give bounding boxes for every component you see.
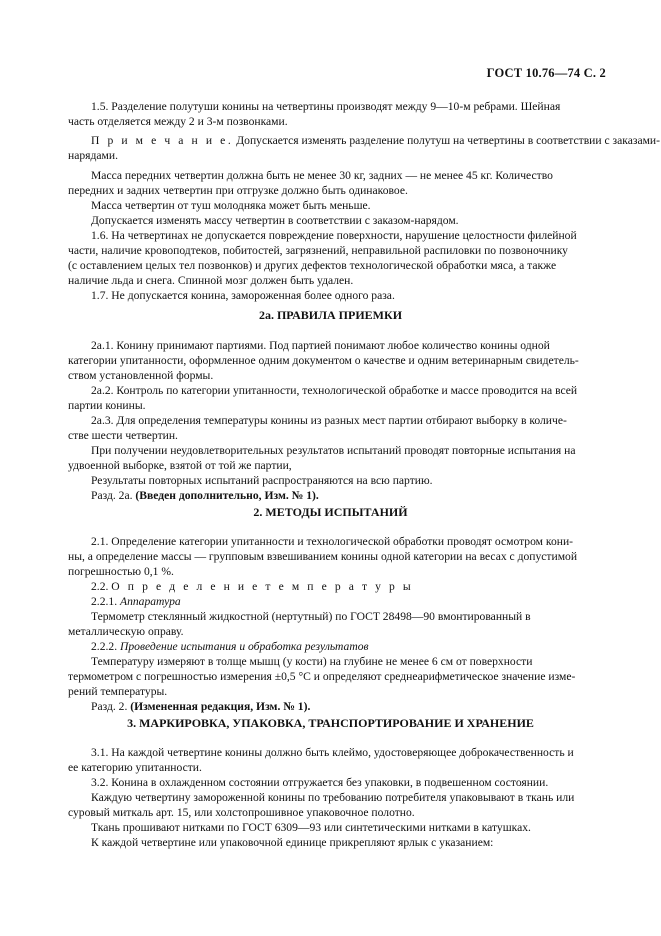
clause-number: 2.2.2. xyxy=(91,640,120,653)
text-line: 2а.2. Контроль по категории упитанности, технологической обработке и массе проводится на всей xyxy=(91,384,578,397)
text-line: часть отделяется между 2 и 3-м позвонками. xyxy=(68,115,288,128)
note-line xyxy=(91,134,660,148)
text-line: термометром с погрешностью измерения ±0,5 °С и определяют среднеарифметическое значение изме- xyxy=(68,670,576,683)
text-line: 2а.1. Конину принимают партиями. Под партией понимают любое количество конины одной xyxy=(91,339,550,352)
text-line: Результаты повторных испытаний распространяются на всю партию. xyxy=(91,474,433,487)
amendment-note: (Измененная редакция, Изм. № 1). xyxy=(130,700,311,713)
text-line: Масса четвертин от туш молодняка может быть меньше. xyxy=(91,199,371,212)
clause-number: 2.2. xyxy=(91,580,112,593)
note-label: П р и м е ч а н и е. xyxy=(91,134,234,147)
text-line: Масса передних четвертин должна быть не менее 30 кг, задних — не менее 45 кг. Количество xyxy=(91,169,553,182)
text-line xyxy=(91,580,413,593)
clause-title: Аппаратура xyxy=(119,595,181,608)
text-line xyxy=(91,640,369,653)
text-line: стве шести четвертин. xyxy=(68,429,178,442)
section-ref: Разд. 2. xyxy=(91,700,131,713)
text-line: Допускается изменять массу четвертин в соответствии с заказом-нарядом. xyxy=(91,214,459,227)
text-line: партии конины. xyxy=(68,399,146,412)
text-line: части, наличие кровоподтеков, побитостей, загрязнений, неправильной распиловки по позвоночнику xyxy=(68,244,568,257)
note-line: нарядами. xyxy=(68,149,118,162)
text-line: рений температуры. xyxy=(68,685,168,698)
text-line: 2а.3. Для определения температуры конины из разных мест партии отбирают выборку в количе- xyxy=(91,414,567,427)
text-line: наличие льда и снега. Спинной мозг должен быть удален. xyxy=(68,274,354,287)
text-line xyxy=(91,700,310,713)
text-line: суровый миткаль арт. 15, или холстопрошивное упаковочное полотно. xyxy=(68,806,415,819)
section-ref: Разд. 2а. xyxy=(91,489,136,502)
text-line: передних и задних четвертин при отгрузке должно быть одинаковое. xyxy=(68,184,408,197)
text-line: категории упитанности, оформленное одним документом о качестве и одним ветеринарным свидетель- xyxy=(68,354,579,367)
page-header: ГОСТ 10.76—74 С. 2 xyxy=(486,66,606,80)
text-line: Каждую четвертину замороженной конины по требованию потребителя упаковывают в ткань или xyxy=(91,791,575,804)
text-line: Ткань прошивают нитками по ГОСТ 6309—93 или синтетическими нитками в катушках. xyxy=(91,821,531,834)
text-line xyxy=(91,489,319,502)
clause-title: Проведение испытания и обработка результатов xyxy=(119,640,369,653)
text-line: Температуру измеряют в толще мышц (у кости) на глубине не менее 6 см от поверхности xyxy=(91,655,533,668)
text-line: ны, а определение массы — групповым взвешиванием конины одной категории на весах с допустимой xyxy=(68,550,578,563)
amendment-note: (Введен дополнительно, Изм. № 1). xyxy=(135,489,319,502)
text-line: 3.1. На каждой четвертине конины должно быть клеймо, удостоверяющее доброкачественность и xyxy=(91,746,574,759)
section-heading: 3. МАРКИРОВКА, УПАКОВКА, ТРАНСПОРТИРОВАНИЕ И ХРАНЕНИЕ xyxy=(127,716,534,730)
text-line: 1.5. Разделение полутуши конины на четвертины производят между 9—10-м ребрами. Шейная xyxy=(91,100,561,113)
clause-number: 2.2.1. xyxy=(91,595,120,608)
note-text: Допускается изменять разделение полутуш на четвертины в соответствии с заказами- xyxy=(233,134,660,147)
clause-title: О п р е д е л е н и е т е м п е р а т у р ы xyxy=(111,580,414,593)
text-line: При получении неудовлетворительных результатов испытаний проводят повторные испытания на xyxy=(91,444,576,457)
text-line: ством установленной формы. xyxy=(68,369,214,382)
text-line xyxy=(91,595,181,608)
text-line: 2.1. Определение категории упитанности и технологической обработки проводят осмотром кони- xyxy=(91,535,574,548)
text-line: удвоенной выборке, взятой от той же партии, xyxy=(68,459,292,472)
text-line: металлическую оправу. xyxy=(68,625,184,638)
text-line: К каждой четвертине или упаковочной единице прикрепляют ярлык с указанием: xyxy=(91,836,494,849)
section-heading: 2а. ПРАВИЛА ПРИЕМКИ xyxy=(258,308,403,322)
text-line: (с оставлением целых тел позвонков) и других дефектов технологической обработки мяса, а также xyxy=(68,259,557,272)
text-line: погрешностью 0,1 %. xyxy=(68,565,174,578)
text-line: 1.6. На четвертинах не допускается повреждение поверхности, нарушение целостности филейной xyxy=(91,229,577,242)
text-line: 3.2. Конина в охлажденном состоянии отгружается без упаковки, в подвешенном состоянии. xyxy=(91,776,549,789)
text-line: 1.7. Не допускается конина, замороженная более одного раза. xyxy=(91,289,395,302)
section-heading: 2. МЕТОДЫ ИСПЫТАНИЙ xyxy=(253,505,408,519)
text-line: Термометр стеклянный жидкостной (нертутный) по ГОСТ 28498—90 вмонтированный в xyxy=(91,610,531,623)
text-line: ее категорию упитанности. xyxy=(68,761,202,774)
